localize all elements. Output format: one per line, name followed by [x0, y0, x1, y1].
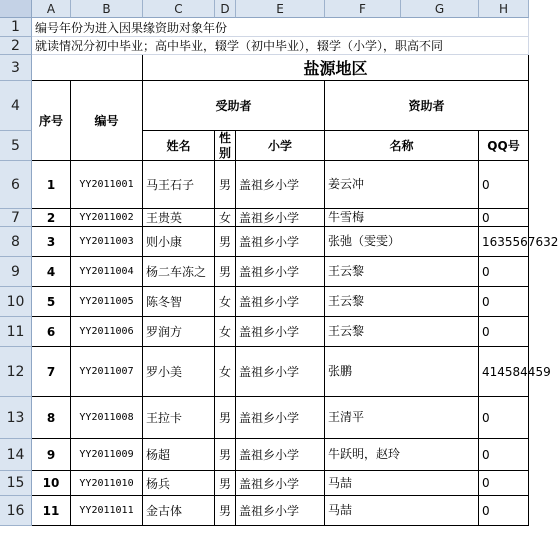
record-qq[interactable]: 0 — [479, 317, 529, 347]
record-code[interactable]: YY2011002 — [71, 209, 143, 227]
row-header-3[interactable]: 3 — [0, 55, 32, 81]
record-sponsor[interactable]: 张弛（雯雯） — [325, 227, 479, 257]
column-header-g[interactable]: G — [401, 0, 479, 18]
record-name[interactable]: 陈冬智 — [143, 287, 215, 317]
record-name[interactable]: 杨兵 — [143, 471, 215, 496]
record-name[interactable]: 罗小美 — [143, 347, 215, 397]
row-header-7[interactable]: 7 — [0, 209, 32, 227]
record-name[interactable]: 杨超 — [143, 439, 215, 471]
record-school[interactable]: 盖祖乡小学 — [236, 209, 325, 227]
column-header-c[interactable]: C — [143, 0, 215, 18]
record-gender[interactable]: 女 — [215, 347, 236, 397]
record-qq[interactable]: 0 — [479, 209, 529, 227]
record-gender[interactable]: 女 — [215, 287, 236, 317]
record-qq[interactable]: 0 — [479, 257, 529, 287]
record-code[interactable]: YY2011001 — [71, 161, 143, 209]
row-header-9[interactable]: 9 — [0, 257, 32, 287]
header-qq[interactable]: QQ号 — [479, 131, 529, 161]
record-code[interactable]: YY2011007 — [71, 347, 143, 397]
header-gender[interactable]: 性别 — [215, 131, 236, 161]
record-gender[interactable]: 男 — [215, 496, 236, 526]
record-sponsor[interactable]: 王云黎 — [325, 287, 479, 317]
record-code[interactable]: YY2011006 — [71, 317, 143, 347]
record-qq[interactable]: 0 — [479, 397, 529, 439]
record-school[interactable]: 盖祖乡小学 — [236, 161, 325, 209]
record-seq[interactable]: 8 — [32, 397, 71, 439]
row-header-6[interactable]: 6 — [0, 161, 32, 209]
record-name[interactable]: 王拉卡 — [143, 397, 215, 439]
record-sponsor[interactable]: 马喆 — [325, 471, 479, 496]
record-seq[interactable]: 5 — [32, 287, 71, 317]
header-sponsor-name[interactable]: 名称 — [325, 131, 479, 161]
record-name[interactable]: 则小康 — [143, 227, 215, 257]
row-header-11[interactable]: 11 — [0, 317, 32, 347]
record-qq[interactable]: 414584459 — [479, 347, 529, 397]
column-header-b[interactable]: B — [71, 0, 143, 18]
note-row-2[interactable]: 就读情况分初中毕业；高中毕业，辍学（初中毕业），辍学（小学），职高不同 — [32, 37, 529, 55]
row-header-4[interactable]: 4 — [0, 81, 32, 131]
row-header-12[interactable]: 12 — [0, 347, 32, 397]
record-school[interactable]: 盖祖乡小学 — [236, 347, 325, 397]
record-gender[interactable]: 男 — [215, 439, 236, 471]
header-name[interactable]: 姓名 — [143, 131, 215, 161]
column-header-d[interactable]: D — [215, 0, 236, 18]
record-school[interactable]: 盖祖乡小学 — [236, 257, 325, 287]
record-qq[interactable]: 1635567632 — [479, 227, 529, 257]
record-school[interactable]: 盖祖乡小学 — [236, 317, 325, 347]
blank-cell[interactable] — [32, 55, 143, 81]
record-code[interactable]: YY2011010 — [71, 471, 143, 496]
record-name[interactable]: 金古体 — [143, 496, 215, 526]
record-gender[interactable]: 男 — [215, 161, 236, 209]
record-seq[interactable]: 9 — [32, 439, 71, 471]
record-name[interactable]: 罗润方 — [143, 317, 215, 347]
record-gender[interactable]: 男 — [215, 471, 236, 496]
record-sponsor[interactable]: 牛跃明，赵玲 — [325, 439, 479, 471]
record-code[interactable]: YY2011008 — [71, 397, 143, 439]
record-sponsor[interactable]: 王云黎 — [325, 257, 479, 287]
record-sponsor[interactable]: 王清平 — [325, 397, 479, 439]
record-name[interactable]: 王贵英 — [143, 209, 215, 227]
select-all-corner[interactable] — [0, 0, 32, 18]
record-sponsor[interactable]: 张鹏 — [325, 347, 479, 397]
header-sponsor[interactable]: 资助者 — [325, 81, 529, 131]
column-header-f[interactable]: F — [325, 0, 401, 18]
record-seq[interactable]: 7 — [32, 347, 71, 397]
record-school[interactable]: 盖祖乡小学 — [236, 471, 325, 496]
row-header-16[interactable]: 16 — [0, 496, 32, 526]
record-sponsor[interactable]: 牛雪梅 — [325, 209, 479, 227]
record-code[interactable]: YY2011009 — [71, 439, 143, 471]
header-recipient[interactable]: 受助者 — [143, 81, 325, 131]
row-header-1[interactable]: 1 — [0, 18, 32, 37]
record-school[interactable]: 盖祖乡小学 — [236, 439, 325, 471]
record-qq[interactable]: 0 — [479, 471, 529, 496]
record-code[interactable]: YY2011011 — [71, 496, 143, 526]
record-sponsor[interactable]: 王云黎 — [325, 317, 479, 347]
record-qq[interactable]: 0 — [479, 439, 529, 471]
record-code[interactable]: YY2011005 — [71, 287, 143, 317]
record-gender[interactable]: 男 — [215, 397, 236, 439]
record-code[interactable]: YY2011003 — [71, 227, 143, 257]
row-header-8[interactable]: 8 — [0, 227, 32, 257]
record-code[interactable]: YY2011004 — [71, 257, 143, 287]
column-header-e[interactable]: E — [236, 0, 325, 18]
record-name[interactable]: 马王石子 — [143, 161, 215, 209]
record-school[interactable]: 盖祖乡小学 — [236, 397, 325, 439]
record-seq[interactable]: 1 — [32, 161, 71, 209]
column-header-a[interactable]: A — [32, 0, 71, 18]
record-school[interactable]: 盖祖乡小学 — [236, 496, 325, 526]
row-header-14[interactable]: 14 — [0, 439, 32, 471]
record-qq[interactable]: 0 — [479, 496, 529, 526]
header-code[interactable]: 编号 — [71, 81, 143, 161]
record-qq[interactable]: 0 — [479, 161, 529, 209]
row-header-2[interactable]: 2 — [0, 37, 32, 55]
record-seq[interactable]: 2 — [32, 209, 71, 227]
record-seq[interactable]: 10 — [32, 471, 71, 496]
record-gender[interactable]: 男 — [215, 257, 236, 287]
record-school[interactable]: 盖祖乡小学 — [236, 287, 325, 317]
record-seq[interactable]: 4 — [32, 257, 71, 287]
row-header-5[interactable]: 5 — [0, 131, 32, 161]
record-gender[interactable]: 女 — [215, 317, 236, 347]
note-row-1[interactable]: 编号年份为进入因果缘资助对象年份 — [32, 18, 529, 37]
record-gender[interactable]: 男 — [215, 227, 236, 257]
region-title[interactable]: 盐源地区 — [143, 55, 529, 81]
record-name[interactable]: 杨二车冻之 — [143, 257, 215, 287]
record-seq[interactable]: 6 — [32, 317, 71, 347]
row-header-10[interactable]: 10 — [0, 287, 32, 317]
record-school[interactable]: 盖祖乡小学 — [236, 227, 325, 257]
record-sponsor[interactable]: 马喆 — [325, 496, 479, 526]
record-seq[interactable]: 3 — [32, 227, 71, 257]
header-school[interactable]: 小学 — [236, 131, 325, 161]
record-sponsor[interactable]: 姜云冲 — [325, 161, 479, 209]
header-seq[interactable]: 序号 — [32, 81, 71, 161]
column-header-h[interactable]: H — [479, 0, 529, 18]
record-seq[interactable]: 11 — [32, 496, 71, 526]
row-header-15[interactable]: 15 — [0, 471, 32, 496]
record-qq[interactable]: 0 — [479, 287, 529, 317]
record-gender[interactable]: 女 — [215, 209, 236, 227]
row-header-13[interactable]: 13 — [0, 397, 32, 439]
